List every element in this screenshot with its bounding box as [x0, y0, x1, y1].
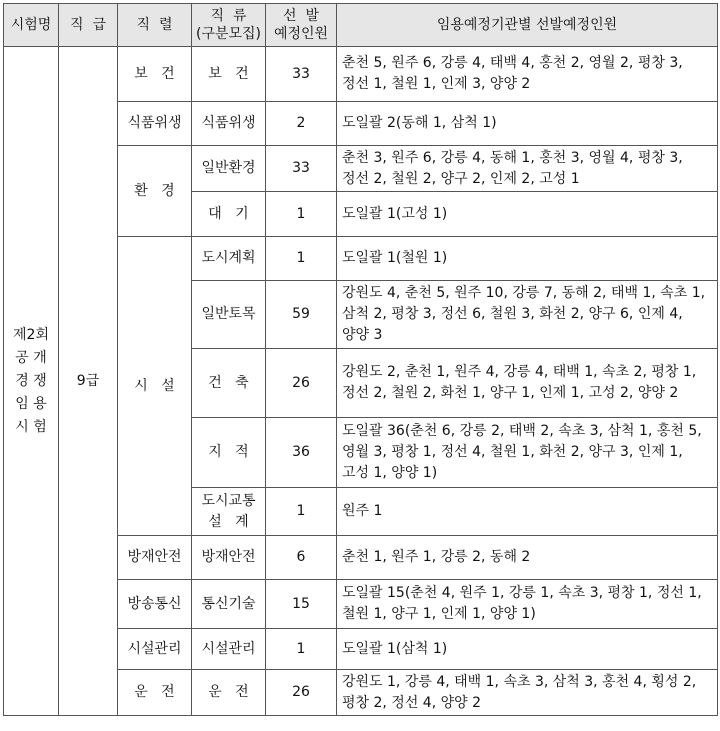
exam-name-cell: 제2회 공 개 경 쟁 임 용 시 험 [4, 47, 59, 716]
recruitment-table [3, 3, 718, 716]
category-cell: 일반환경 [192, 146, 266, 192]
series-cell: 운 전 [118, 670, 192, 716]
header-exam: 시험명 [4, 4, 59, 47]
distribution-cell: 도일괄 1(철원 1) [337, 237, 718, 281]
distribution-cell: 춘천 3, 원주 6, 강릉 4, 동해 1, 홍천 3, 영월 4, 평창 3, 정선 2, 철원 2, 양구 2, 인제 2, 고성 1 [337, 146, 718, 192]
distribution-cell: 도일괄 2(동해 1, 삼척 1) [337, 102, 718, 146]
category-cell: 일반토목 [192, 281, 266, 349]
count-cell: 1 [266, 488, 337, 536]
header-series: 직 렬 [118, 4, 192, 47]
count-cell: 1 [266, 629, 337, 670]
count-cell: 26 [266, 670, 337, 716]
grade-cell: 9급 [59, 47, 118, 716]
category-cell: 시설관리 [192, 629, 266, 670]
series-cell: 식품위생 [118, 102, 192, 146]
distribution-cell: 도일괄 1(고성 1) [337, 192, 718, 237]
category-cell: 보 건 [192, 47, 266, 102]
distribution-cell: 춘천 5, 원주 6, 강릉 4, 태백 4, 홍천 2, 영월 2, 평창 3, 정선 1, 철원 1, 인제 3, 양양 2 [337, 47, 718, 102]
category-cell: 통신기술 [192, 580, 266, 629]
count-cell: 33 [266, 47, 337, 102]
count-cell: 2 [266, 102, 337, 146]
count-cell: 59 [266, 281, 337, 349]
distribution-cell: 춘천 1, 원주 1, 강릉 2, 동해 2 [337, 536, 718, 580]
series-cell: 시 설 [118, 237, 192, 536]
count-cell: 6 [266, 536, 337, 580]
distribution-cell: 도일괄 36(춘천 6, 강릉 2, 태백 2, 속초 3, 삼척 1, 홍천 5, 영월 3, 평창 1, 정선 4, 철원 1, 화천 2, 양구 3, 인제 1, 고성 1, 양양 1) [337, 418, 718, 488]
category-cell: 대 기 [192, 192, 266, 237]
count-cell: 33 [266, 146, 337, 192]
count-cell: 1 [266, 192, 337, 237]
series-cell: 시설관리 [118, 629, 192, 670]
distribution-cell: 강원도 1, 강릉 4, 태백 1, 속초 3, 삼척 3, 홍천 4, 횡성 2, 평창 2, 정선 4, 양양 2 [337, 670, 718, 716]
category-cell: 방재안전 [192, 536, 266, 580]
header-category: 직 류 (구분모집) [192, 4, 266, 47]
category-cell: 지 적 [192, 418, 266, 488]
count-cell: 26 [266, 349, 337, 418]
distribution-cell: 강원도 2, 춘천 1, 원주 4, 강릉 4, 태백 1, 속초 2, 평창 1, 정선 2, 철원 2, 화천 1, 양구 1, 인제 1, 고성 2, 양양 2 [337, 349, 718, 418]
header-grade: 직 급 [59, 4, 118, 47]
header-distribution: 임용예정기관별 선발예정인원 [337, 4, 718, 47]
count-cell: 1 [266, 237, 337, 281]
series-cell: 방송통신 [118, 580, 192, 629]
category-cell: 건 축 [192, 349, 266, 418]
count-cell: 15 [266, 580, 337, 629]
distribution-cell: 도일괄 15(춘천 4, 원주 1, 강릉 1, 속초 3, 평창 1, 정선 1, 철원 1, 양구 1, 인제 1, 양양 1) [337, 580, 718, 629]
series-cell: 보 건 [118, 47, 192, 102]
category-cell: 도시계획 [192, 237, 266, 281]
distribution-cell: 도일괄 1(삼척 1) [337, 629, 718, 670]
header-count: 선 발 예정인원 [266, 4, 337, 47]
count-cell: 36 [266, 418, 337, 488]
series-cell: 방재안전 [118, 536, 192, 580]
series-cell: 환 경 [118, 146, 192, 237]
category-cell: 식품위생 [192, 102, 266, 146]
category-cell: 운 전 [192, 670, 266, 716]
category-cell: 도시교통 설 계 [192, 488, 266, 536]
table-row [4, 47, 718, 102]
distribution-cell: 원주 1 [337, 488, 718, 536]
distribution-cell: 강원도 4, 춘천 5, 원주 10, 강릉 7, 동해 2, 태백 1, 속초 1, 삼척 2, 평창 3, 정선 6, 철원 3, 화천 2, 양구 6, 인제 4, 양양 3 [337, 281, 718, 349]
